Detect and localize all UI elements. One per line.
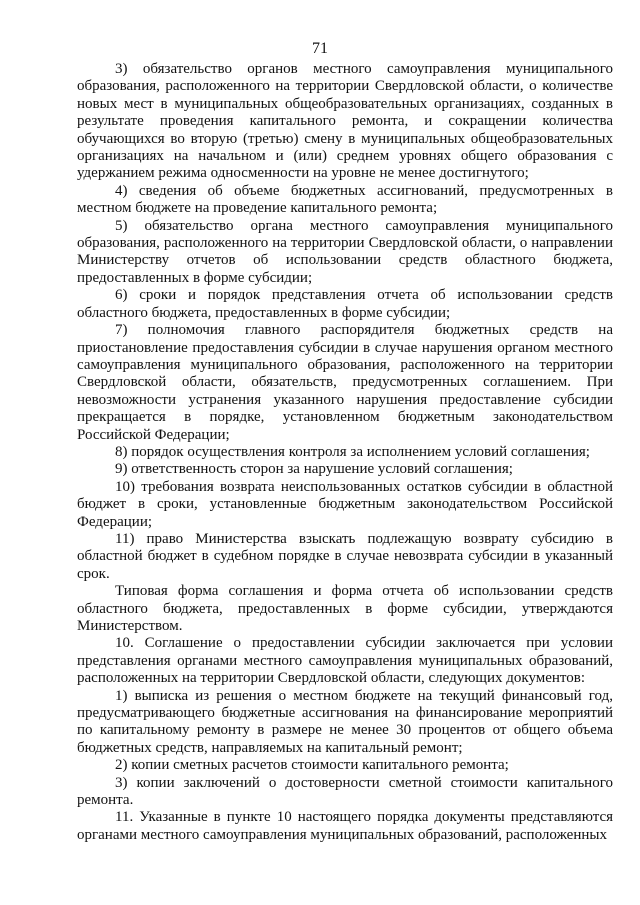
paragraph-item-11-recovery-right: 11) право Министерства взыскать подлежащую возврату субсидию в областной бюджет в судебном порядке в случае невозврата субсидии в указанный срок. (77, 530, 613, 582)
paragraph-item-9-responsibility: 9) ответственность сторон за нарушение условий соглашения; (115, 461, 513, 478)
paragraph-item-8-control: 8) порядок осуществления контроля за исполнением условий соглашения; (115, 443, 590, 460)
paragraph-doc-2-estimates: 2) копии сметных расчетов стоимости капитального ремонта; (115, 757, 509, 774)
paragraph-item-6-report-terms: 6) сроки и порядок представления отчета об использовании средств областного бюджета, предоставленных в форме субсидии; (77, 287, 613, 321)
document-body (77, 61, 613, 844)
paragraph-section-11: 11. Указанные в пункте 10 настоящего порядка документы представляются органами местного самоуправления муниципальных образований, расположенных (77, 809, 613, 843)
paragraph-standard-form: Типовая форма соглашения и форма отчета об использовании средств областного бюджета, предоставленных в форме субсидии, утверждаются Министерством. (77, 583, 613, 634)
paragraph-item-4-budget-info: 4) сведения об объеме бюджетных ассигнований, предусмотренных в местном бюджете на проведение капитального ремонта; (77, 182, 613, 217)
page-number: 71 (312, 40, 328, 57)
paragraph-section-10: 10. Соглашение о предоставлении субсидии заключается при условии представления органами местного самоуправления муниципальных образований, расположенных на территории Свердловской области, следующих документов: (77, 635, 613, 687)
paragraph-item-10-return-requirements: 10) требования возврата неиспользованных остатков субсидии в областной бюджет в сроки, установленные бюджетным законодательством Российской Федерации; (77, 478, 613, 530)
paragraph-doc-3-conclusions: 3) копии заключений о достоверности сметной стоимости капитального ремонта. (77, 774, 613, 809)
paragraph-item-5-reporting-obligation: 5) обязательство органа местного самоуправления муниципального образования, расположенного на территории Свердловской области, о направлении Министерству отчетов об использовании средств областного бюджета, предоставленных в форме субсидии; (77, 217, 613, 286)
paragraph-doc-1-extract: 1) выписка из решения о местном бюджете на текущий финансовый год, предусматривающего бюджетные ассигнования на финансирование мероприятий по капитальному ремонту в размере не менее 30 процентов от общего объема бюджетных средств, направляемых на капитальный ремонт; (77, 687, 613, 756)
paragraph-item-3-obligation: 3) обязательство органов местного самоуправления муниципального образования, расположенного на территории Свердловской области, о количестве новых мест в муниципальных общеобразовательных организациях, созданных в результате проведения капитального ремонта, и сокращении количества обучающихся во вторую (третью) смену в муниципальных общеобразовательных организациях на начальном и (или) среднем уровнях общего образования с удержанием режима односменности на уровне не менее достигнутого; (77, 61, 613, 182)
paragraph-item-7-authority: 7) полномочия главного распорядителя бюджетных средств на приостановление предоставления субсидии в случае нарушения органом местного самоуправления муниципального образования, расположенного на территории Свердловской области, обязательств, предусмотренных соглашением. При невозможности устранения указанного нарушения предоставление субсидии прекращается в порядке, установленном бюджетным законодательством Российской Федерации; (77, 322, 613, 443)
